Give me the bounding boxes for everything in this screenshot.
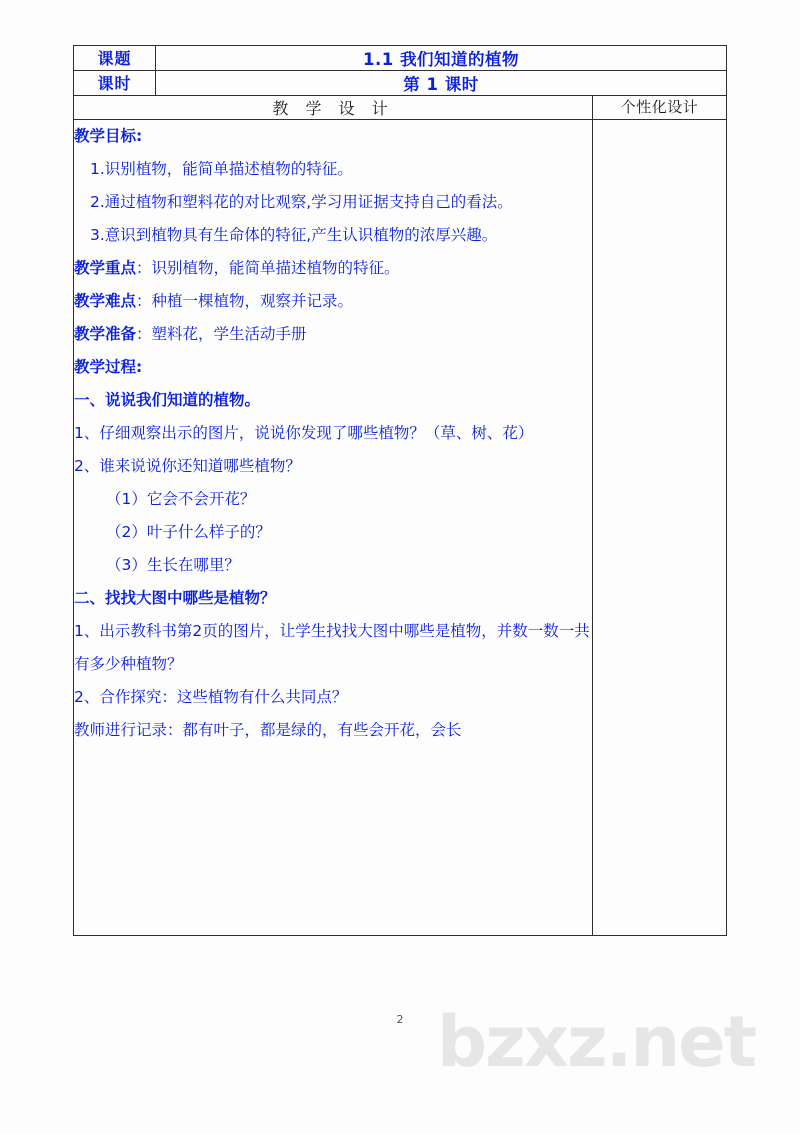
content-line-s1-sub3: （3）生长在哪里？ [106, 556, 240, 574]
personalized-design-body [593, 120, 727, 936]
content-line-key-point [74, 252, 592, 285]
topic-value: 1.1 我们知道的植物 [156, 46, 727, 71]
table-row-body [74, 120, 727, 936]
teaching-design-header: 教 学 设 计 [74, 96, 593, 120]
preparation-text: ：塑料花，学生活动手册 [136, 325, 307, 343]
content-line-s1-item1: 1、仔细观察出示的图片，说说你发现了哪些植物？（草、树、花） [74, 424, 534, 442]
key-point-label: 教学重点 [74, 259, 137, 277]
content-line-s1-sub2: （2）叶子什么样子的？ [106, 523, 271, 541]
content-line-s1-sub1: （1）它会不会开花？ [106, 490, 256, 508]
lesson-content [74, 120, 592, 747]
content-line-s2-record: 教师进行记录：都有叶子，都是绿的，有些会开花，会长 [74, 721, 462, 739]
key-point-text: ：识别植物，能简单描述植物的特征。 [136, 259, 400, 277]
period-label: 课时 [74, 71, 156, 96]
content-line-section-one: 一、说说我们知道的植物。 [74, 391, 261, 409]
content-line-s1-item2: 2、谁来说说你还知道哪些植物？ [74, 457, 301, 475]
content-line-objective-2: 2.通过植物和塑料花的对比观察,学习用证据支持自己的看法。 [90, 193, 513, 211]
content-line-difficulty [74, 285, 592, 318]
table-row-period [74, 71, 727, 96]
difficulty-text: ：种植一棵植物，观察并记录。 [136, 292, 354, 310]
content-line-objective-3: 3.意识到植物具有生命体的特征,产生认识植物的浓厚兴趣。 [90, 226, 498, 244]
content-line-process-heading: 教学过程: [74, 358, 143, 376]
content-line-objective-1: 1.识别植物，能简单描述植物的特征。 [90, 160, 353, 178]
table-row-headers [74, 96, 727, 120]
period-value: 第 1 课时 [156, 71, 727, 96]
teaching-design-body [74, 120, 593, 936]
watermark: bzxz.net [437, 1001, 756, 1083]
table-row-topic [74, 46, 727, 71]
content-line-section-two: 二、找找大图中哪些是植物？ [74, 589, 276, 607]
difficulty-label: 教学难点 [74, 292, 137, 310]
page-number: 2 [396, 1013, 404, 1026]
content-line-preparation [74, 318, 592, 351]
lesson-plan-table [73, 45, 727, 936]
content-line-objectives-heading: 教学目标: [74, 127, 143, 145]
personalized-design-header: 个性化设计 [593, 96, 727, 120]
content-line-s2-item2: 2、合作探究：这些植物有什么共同点？ [74, 688, 348, 706]
preparation-label: 教学准备 [74, 325, 137, 343]
content-line-s2-item1: 1、出示教科书第2页的图片，让学生找找大图中哪些是植物，并数一数一共有多少种植物？ [74, 622, 590, 673]
topic-label: 课题 [74, 46, 156, 71]
